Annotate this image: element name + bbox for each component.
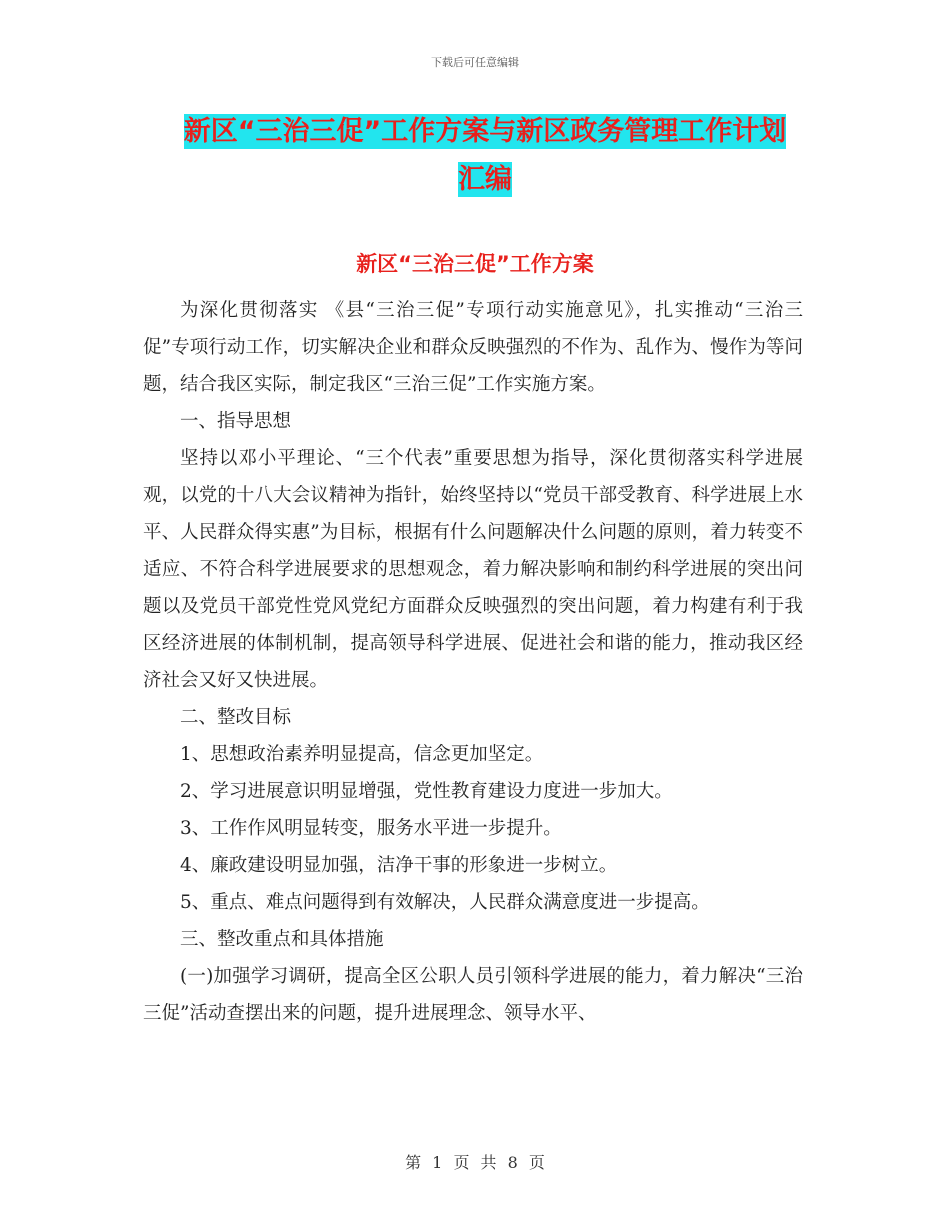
document-title-line1: 新区“三治三促”工作方案与新区政务管理工作计划: [183, 116, 787, 147]
page-number: 第 1 页 共 8 页: [405, 1153, 545, 1172]
section-title: 新区“三治三促”工作方案: [356, 252, 594, 276]
document-title-line2: 汇编: [458, 164, 512, 195]
heading-goals: 二、整改目标: [180, 707, 292, 728]
paragraph: 坚持以邓小平理论、“三个代表”重要思想为指导，深化贯彻落实科学进展观，以党的十八大会议精神为指针，始终坚持以“党员干部受教育、科学进展上水平、人民群众得实惠”为目标，根据有什么问题解决什么问题的原则，着力转变不适应、不符合科学进展要求的思想观念，着力解决影响和制约科学进展的突出问题以及党员干部党性党风党纪方面群众反映强烈的突出问题，着力构建有利于我区经济进展的体制机制，提高领导科学进展、促进社会和谐的能力，推动我区经济社会又好又快进展。: [143, 448, 803, 691]
list-item: 4、廉政建设明显加强，洁净干事的形象进一步树立。: [180, 855, 618, 876]
list-item: 3、工作作风明显转变，服务水平进一步提升。: [180, 818, 562, 839]
document-body: [143, 292, 803, 1032]
list-item: 2、学习进展意识明显增强，党性教育建设力度进一步加大。: [180, 781, 673, 802]
list-item: 1、思想政治素养明显提高，信念更加坚定。: [180, 744, 544, 765]
heading-guiding-thought: 一、指导思想: [180, 411, 292, 432]
heading-measures: 三、整改重点和具体措施: [180, 929, 384, 950]
header-note: 下载后可任意编辑: [431, 56, 519, 69]
document-title: [145, 108, 825, 204]
list-item: 5、重点、难点问题得到有效解决，人民群众满意度进一步提高。: [180, 892, 710, 913]
paragraph: 为深化贯彻落实 《县“三治三促”专项行动实施意见》，扎实推动“三治三促”专项行动工作，切实解决企业和群众反映强烈的不作为、乱作为、慢作为等问题，结合我区实际，制定我区“三治三促”工作实施方案。: [143, 300, 803, 395]
paragraph: (一)加强学习调研，提高全区公职人员引领科学进展的能力，着力解决“三治三促”活动查摆出来的问题，提升进展理念、领导水平、: [143, 966, 803, 1024]
